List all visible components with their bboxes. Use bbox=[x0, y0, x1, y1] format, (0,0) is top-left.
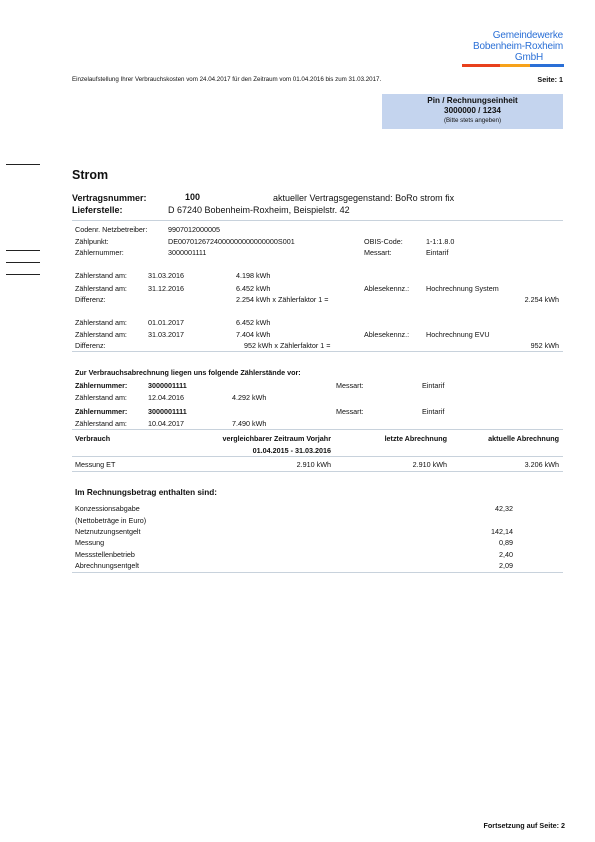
logo-line-2: Bobenheim-Roxheim bbox=[473, 41, 563, 52]
charge-label: Messstellenbetrieb bbox=[75, 550, 135, 559]
logo-bar-orange bbox=[500, 64, 530, 67]
reading-ref-label: Ablesekennz.: bbox=[364, 284, 410, 293]
code-label: Codenr. Netzbetreiber: bbox=[75, 225, 148, 234]
divider bbox=[72, 429, 563, 430]
reading-ref-label: Ablesekennz.: bbox=[364, 330, 410, 339]
contract-number: 100 bbox=[185, 192, 201, 202]
consumption-last: 2.910 kWh bbox=[412, 460, 447, 469]
fold-mark-4 bbox=[6, 274, 40, 275]
charge-value: 42,32 bbox=[495, 504, 513, 513]
difference-value: 952 kWh x Zählerfaktor 1 = bbox=[244, 341, 331, 350]
charge-label: Konzessionsabgabe bbox=[75, 504, 140, 513]
logo-line-1: Gemeindewerke bbox=[492, 30, 563, 41]
reading-value: 4.198 kWh bbox=[236, 271, 271, 280]
reading-value: 6.452 kWh bbox=[236, 318, 271, 327]
consumption-current: 3.206 kWh bbox=[524, 460, 559, 469]
difference-label: Differenz: bbox=[75, 295, 106, 304]
meter-value: 3000001111 bbox=[168, 248, 207, 257]
divider bbox=[72, 456, 563, 457]
prev-messart-value: Eintarif bbox=[422, 381, 445, 390]
prev-reading-date: 10.04.2017 bbox=[148, 419, 184, 428]
charge-label: Messung bbox=[75, 538, 105, 547]
reading-label: Zählerstand am: bbox=[75, 271, 127, 280]
reading-value: 7.404 kWh bbox=[236, 330, 271, 339]
code-value: 9907012000005 bbox=[168, 225, 220, 234]
prev-reading-label: Zählerstand am: bbox=[75, 419, 127, 428]
point-value: DE0070126724000000000000000S001 bbox=[168, 237, 295, 246]
reading-ref-value: Hochrechnung System bbox=[426, 284, 499, 293]
consumption-header-prev: vergleichbarer Zeitraum Vorjahr bbox=[222, 434, 331, 443]
obis-value: 1-1:1.8.0 bbox=[426, 237, 455, 246]
messart-value: Eintarif bbox=[426, 248, 449, 257]
prev-reading-label: Zählerstand am: bbox=[75, 393, 127, 402]
included-title: Im Rechnungsbetrag enthalten sind: bbox=[75, 488, 217, 497]
charge-label: Abrechnungsentgelt bbox=[75, 561, 139, 570]
divider bbox=[72, 351, 563, 352]
logo-bar-blue bbox=[530, 64, 564, 67]
divider bbox=[72, 220, 563, 221]
fold-mark-1 bbox=[6, 164, 40, 165]
fold-mark-3 bbox=[6, 262, 40, 263]
pin-box-title: Pin / Rechnungseinheit bbox=[427, 96, 518, 105]
prev-meter-value: 3000001111 bbox=[148, 407, 187, 416]
pin-box bbox=[382, 94, 563, 129]
difference-value: 2.254 kWh x Zählerfaktor 1 = bbox=[236, 295, 329, 304]
messart-label: Messart: bbox=[364, 248, 392, 257]
consumption-row-label: Messung ET bbox=[75, 460, 116, 469]
consumption-period: 01.04.2015 - 31.03.2016 bbox=[252, 446, 331, 455]
charge-label: (Nettobeträge in Euro) bbox=[75, 516, 147, 525]
reading-label: Zählerstand am: bbox=[75, 330, 127, 339]
reading-date: 01.01.2017 bbox=[148, 318, 184, 327]
charge-value: 2,40 bbox=[499, 550, 513, 559]
prev-reading-date: 12.04.2016 bbox=[148, 393, 184, 402]
charge-label: Netznutzungsentgelt bbox=[75, 527, 141, 536]
prev-meter-label: Zählernummer: bbox=[75, 381, 128, 390]
fold-mark-2 bbox=[6, 250, 40, 251]
charge-value: 2,09 bbox=[499, 561, 513, 570]
contract-label: Vertragsnummer: bbox=[72, 193, 147, 203]
reading-value: 6.452 kWh bbox=[236, 284, 271, 293]
meter-label: Zählernummer: bbox=[75, 248, 124, 257]
point-label: Zählpunkt: bbox=[75, 237, 109, 246]
consumption-header-last: letzte Abrechnung bbox=[384, 434, 447, 443]
reading-label: Zählerstand am: bbox=[75, 318, 127, 327]
charge-value: 0,89 bbox=[499, 538, 513, 547]
pin-box-note: (Bitte stets angeben) bbox=[443, 117, 502, 124]
previous-title: Zur Verbrauchsabrechnung liegen uns folgende Zählerstände vor: bbox=[75, 368, 301, 377]
difference-total: 2.254 kWh bbox=[524, 295, 559, 304]
page-number: Seite: 1 bbox=[537, 75, 563, 84]
prev-reading-value: 7.490 kWh bbox=[232, 419, 267, 428]
reading-ref-value: Hochrechnung EVU bbox=[426, 330, 490, 339]
delivery-label: Lieferstelle: bbox=[72, 205, 123, 215]
reading-date: 31.03.2016 bbox=[148, 271, 184, 280]
logo-line-3: GmbH bbox=[514, 52, 543, 63]
prev-messart-label: Messart: bbox=[336, 381, 364, 390]
pin-box-number: 3000000 / 1234 bbox=[444, 106, 501, 115]
reading-label: Zählerstand am: bbox=[75, 284, 127, 293]
prev-reading-value: 4.292 kWh bbox=[232, 393, 267, 402]
reading-date: 31.12.2016 bbox=[148, 284, 184, 293]
difference-total: 952 kWh bbox=[530, 341, 559, 350]
prev-messart-value: Eintarif bbox=[422, 407, 445, 416]
reading-date: 31.03.2017 bbox=[148, 330, 184, 339]
difference-label: Differenz: bbox=[75, 341, 106, 350]
consumption-header-label: Verbrauch bbox=[75, 434, 111, 443]
continuation-note: Fortsetzung auf Seite: 2 bbox=[483, 821, 565, 830]
divider bbox=[72, 471, 563, 472]
divider bbox=[72, 572, 563, 573]
charge-value: 142,14 bbox=[491, 527, 513, 536]
obis-label: OBIS-Code: bbox=[364, 237, 403, 246]
consumption-prev-year: 2.910 kWh bbox=[296, 460, 331, 469]
prev-meter-label: Zählernummer: bbox=[75, 407, 128, 416]
delivery-value: D 67240 Bobenheim-Roxheim, Beispielstr. 42 bbox=[168, 205, 350, 215]
section-title: Strom bbox=[72, 168, 109, 182]
prev-meter-value: 3000001111 bbox=[148, 381, 187, 390]
statement-text: Einzelaufstellung Ihrer Verbrauchskosten vom 24.04.2017 für den Zeitraum vom 01.04.2016 bis zum 31.03.2017. bbox=[72, 76, 382, 83]
logo-bar-red bbox=[462, 64, 500, 67]
contract-subject: aktueller Vertragsgegenstand: BoRo strom fix bbox=[273, 193, 455, 203]
consumption-header-current: aktuelle Abrechnung bbox=[488, 434, 559, 443]
prev-messart-label: Messart: bbox=[336, 407, 364, 416]
